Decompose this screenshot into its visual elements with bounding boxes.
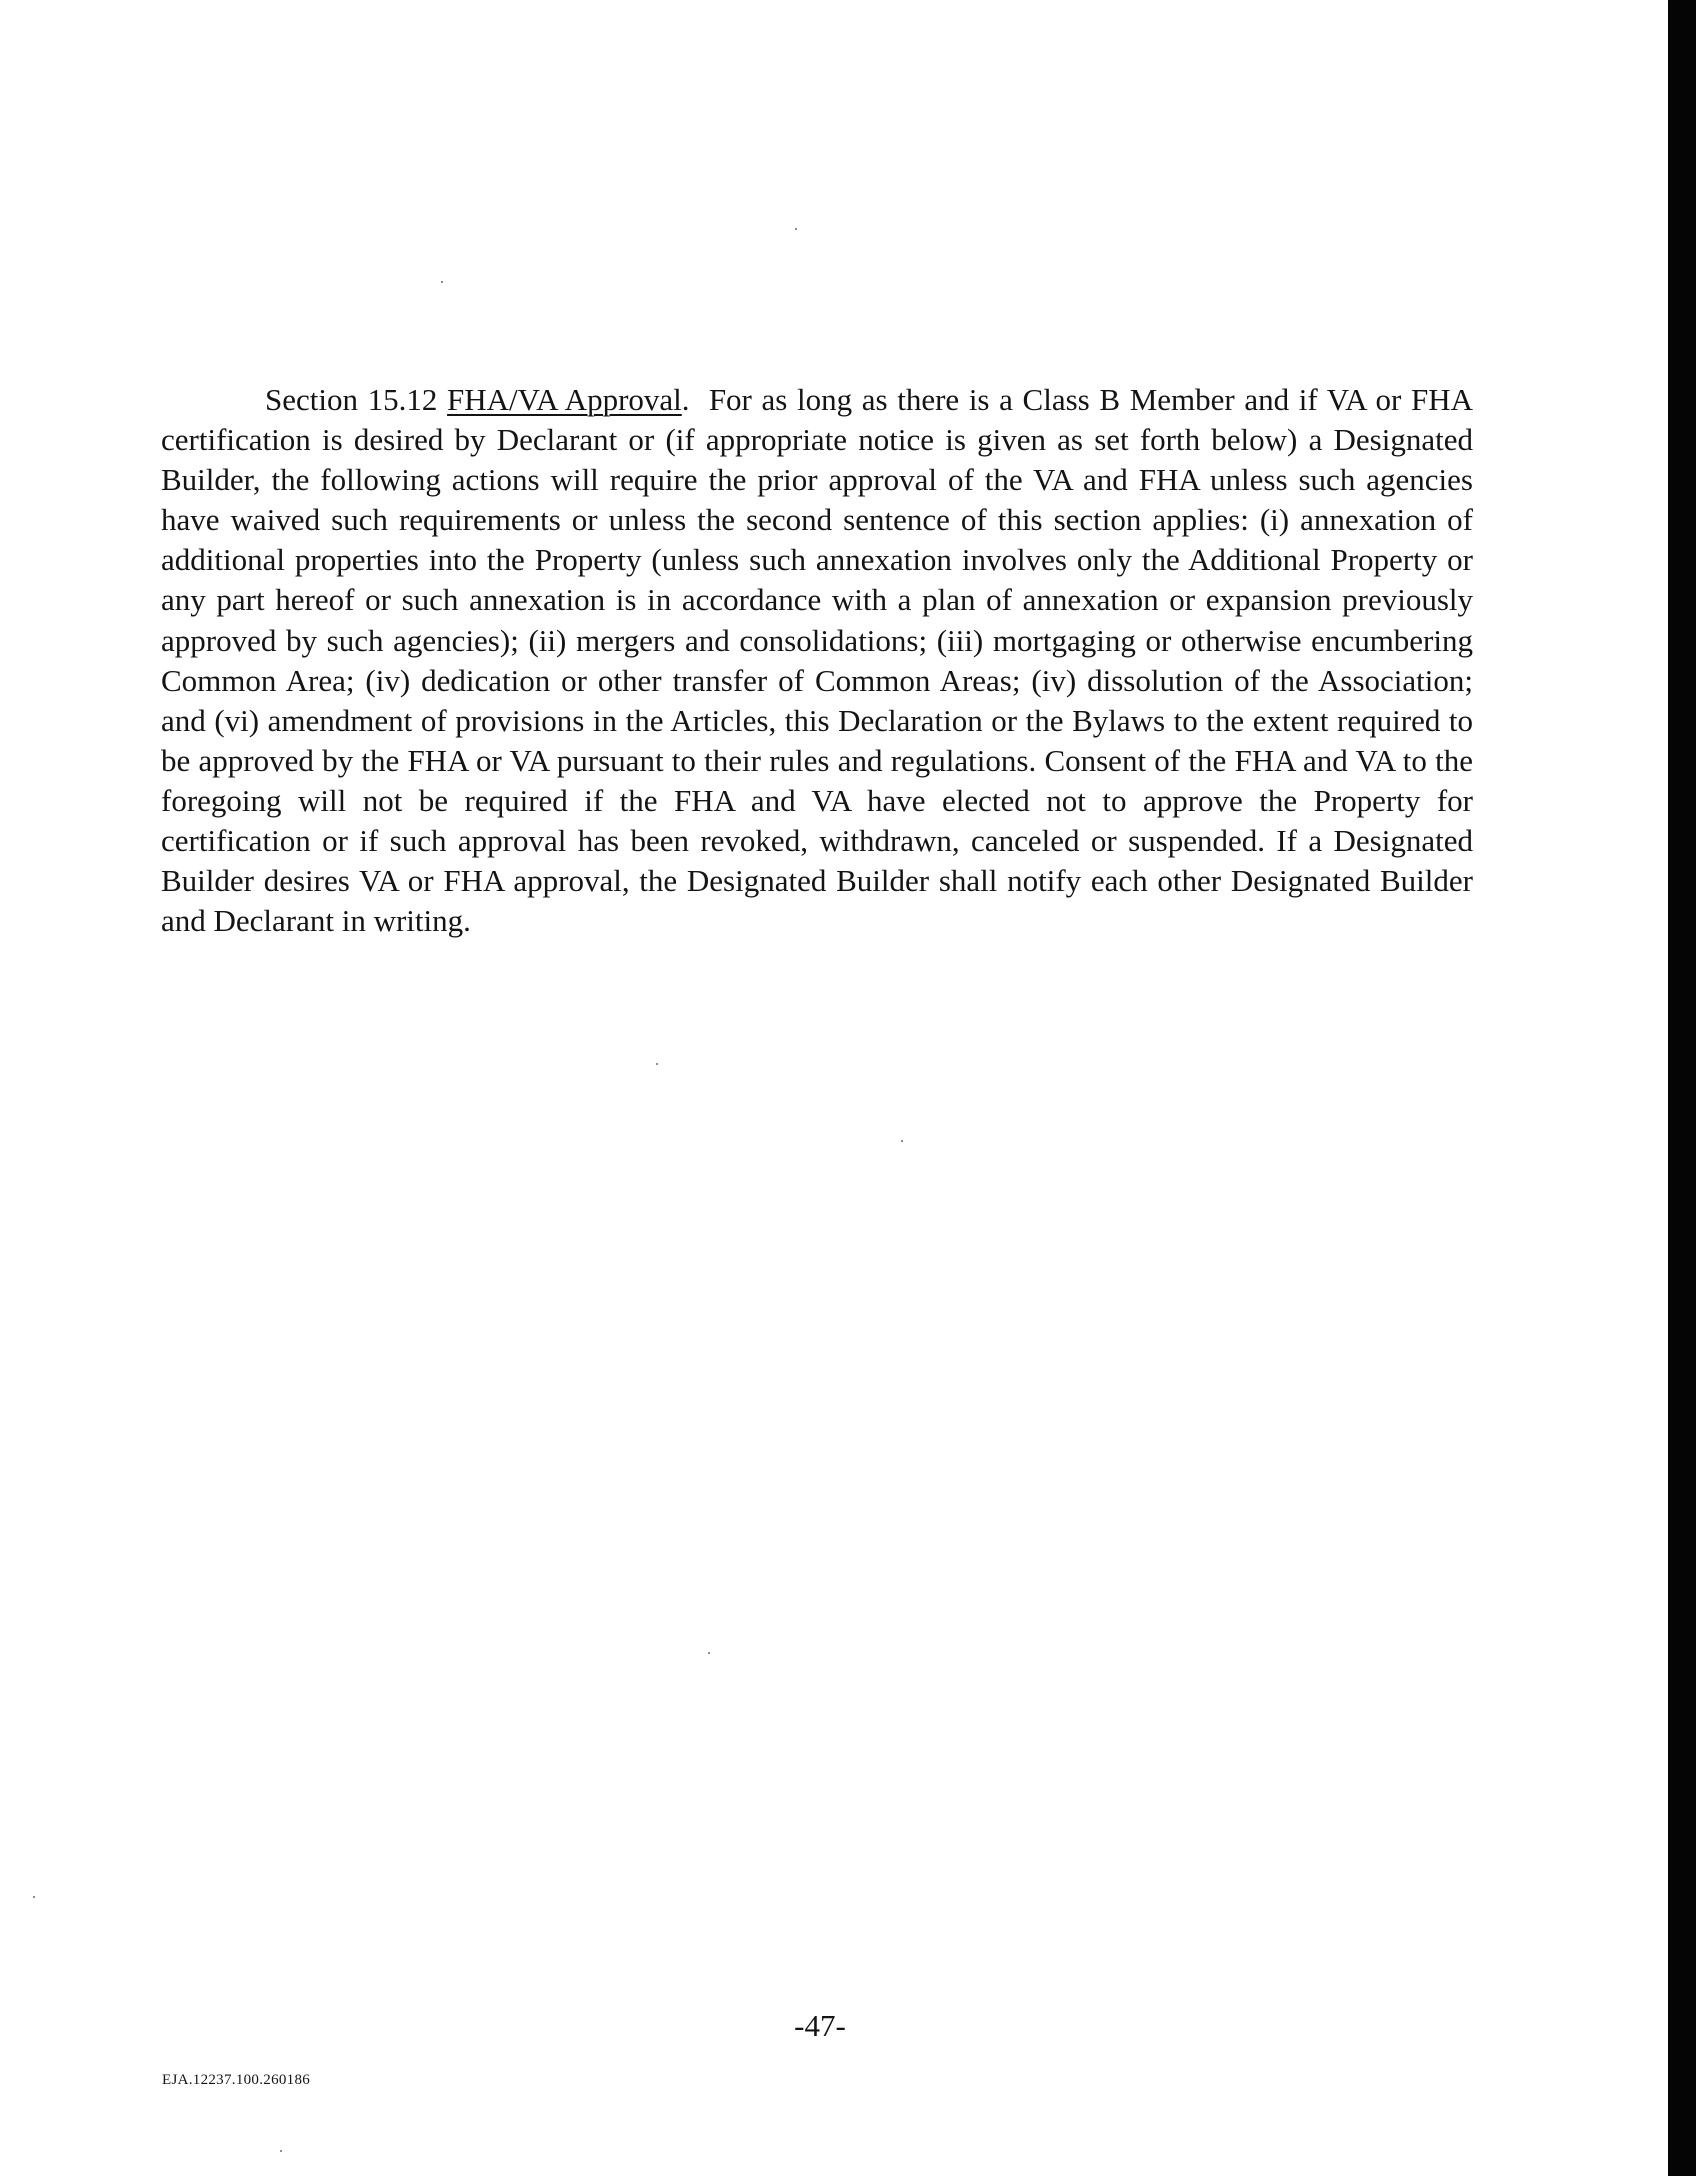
scan-edge-shadow bbox=[1668, 0, 1696, 2176]
scan-speck bbox=[708, 1652, 710, 1654]
scan-speck bbox=[280, 2150, 282, 2152]
section-heading: FHA/VA Approval bbox=[447, 382, 682, 417]
scan-speck bbox=[901, 1140, 903, 1142]
section-paragraph bbox=[161, 380, 1473, 941]
scan-speck bbox=[441, 281, 443, 283]
document-id: EJA.12237.100.260186 bbox=[162, 2072, 311, 2088]
scan-speck bbox=[656, 1063, 658, 1065]
section-body: For as long as there is a Class B Member and if VA or FHA certification is desired by Declarant or (if appropriate notice is given as set forth below) a Designated Builder, the following actions will require the prior approval of the VA and FHA unless such agencies have waived such requirements or unless the second sentence of this section applies: (i) annexation of additional properties into the Property (unless such annexation involves only the Additional Property or any part hereof or such annexation is in accordance with a plan of annexation or expansion previously approved by such agencies); (ii) mergers and consolidations; (iii) mortgaging or otherwise encumbering Common Area; (iv) dedication or other transfer of Common Areas; (iv) dissolution of the Association; and (vi) amendment of provisions in the Articles, this Declaration or the Bylaws to the extent required to be approved by the FHA or VA pursuant to their rules and regulations. Consent of the FHA and VA to the foregoing will not be required if the FHA and VA have elected not to approve the Property for certification or if such approval has been revoked, withdrawn, canceled or suspended. If a Designated Builder desires VA or FHA approval, the Designated Builder shall notify each other Designated Builder and Declarant in writing. bbox=[161, 382, 1473, 939]
scan-speck bbox=[795, 228, 797, 230]
scan-speck bbox=[33, 1896, 35, 1898]
section-number: Section 15.12 bbox=[265, 382, 438, 417]
page-number: -47- bbox=[794, 2008, 846, 2043]
section-heading-period: . bbox=[681, 382, 690, 417]
